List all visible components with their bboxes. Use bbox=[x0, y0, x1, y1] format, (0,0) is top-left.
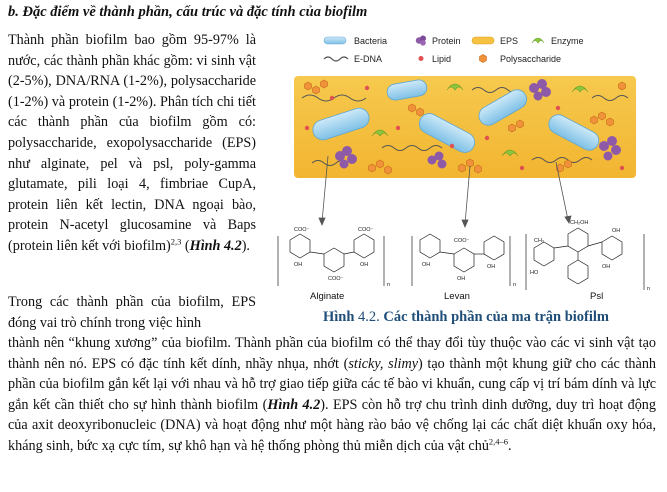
protein-icon bbox=[416, 36, 426, 46]
svg-text:OH: OH bbox=[487, 264, 496, 270]
svg-text:n: n bbox=[513, 282, 517, 288]
paragraph-composition: Thành phần biofilm bao gồm 95-97% là nước, các thành phần khác gồm: vi sinh vật (2-5%), DNA/RNA (1-2%), polysaccharide (1-2%) và protein (1-2%). Phân tích chi tiết các thành phần của biofilm gồm có: polysaccharide, exopolysaccharide (EPS) như alginate, pel và psl, poly-gamma glutamate, pili loại 4, fimbriae CupA, protein liên kết lectin, DNA ngoại bào, protein N-acetyl glucosamine và Baps (protein liên kết với biofilm)$^{2,3}$ (Hình 4.2). bbox=[8, 32, 256, 254]
svg-text:OH: OH bbox=[294, 262, 303, 268]
figure-reference: Hình 4.2 bbox=[189, 237, 242, 254]
paragraph-eps-start: Trong các thành phần của biofilm, EPS đóng vai trò chính trong việc hình bbox=[8, 294, 256, 331]
svg-text:CH₃: CH₃ bbox=[534, 238, 545, 244]
svg-text:OH: OH bbox=[612, 228, 621, 234]
structure-label-alginate: Alginate bbox=[310, 291, 345, 302]
polysaccharide-icon bbox=[480, 55, 487, 63]
legend-edna: E-DNA bbox=[354, 54, 383, 64]
biofilm-matrix-figure bbox=[272, 28, 662, 306]
svg-text:OH: OH bbox=[602, 264, 611, 270]
svg-text:n: n bbox=[647, 286, 651, 292]
figure-caption: Hình 4.2. Các thành phần của ma trận biofilm bbox=[322, 309, 610, 325]
legend bbox=[324, 36, 584, 65]
edna-icon bbox=[324, 57, 348, 61]
legend-protein: Protein bbox=[432, 36, 461, 46]
legend-lipid: Lipid bbox=[432, 54, 452, 64]
enzyme-icon bbox=[532, 38, 544, 43]
bacteria-icon bbox=[324, 37, 346, 44]
italic-terms: sticky, slimy bbox=[348, 355, 419, 372]
legend-polysaccharide: Polysaccharide bbox=[500, 54, 562, 64]
svg-text:OH: OH bbox=[457, 276, 466, 282]
svg-text:COO⁻: COO⁻ bbox=[358, 227, 374, 233]
biofilm-matrix bbox=[294, 76, 636, 178]
svg-text:COO⁻: COO⁻ bbox=[454, 238, 470, 244]
paragraph-eps-continued: thành nên “khung xương” của biofilm. Thành phần của biofilm có thể thay đổi tùy thuộc vào các vi sinh vật tạo thành nên nó. EPS có đặc tính kết dính, nhầy nhụa, nhớt (sticky, slimy) tạo thành một khung giữ cho các thành phần của biofilm gắn kết lại với nhau và hỗ trợ giao tiếp giữa các tế bào vi khuẩn, cung cấp vị trí bám dính và lực gắn kết cần thiết cho sự hình thành biofilm (Hình 4.2). EPS còn hỗ trợ chu trình dinh dưỡng, duy trì hoạt động của axit deoxyribonucleic (DNA) và hoạt động như một hàng rào bảo vệ chống lại các chất diệt khuẩn oxy hóa, kháng sinh, bức xạ cực tím, sự khô hạn và hệ thống phòng thủ miễn dịch của vật chủ$^{2,4-6}$. bbox=[8, 335, 657, 454]
eps-icon bbox=[472, 37, 494, 44]
svg-text:CH₂OH: CH₂OH bbox=[570, 220, 589, 226]
svg-text:COO⁻: COO⁻ bbox=[294, 227, 310, 233]
svg-text:n: n bbox=[387, 282, 391, 288]
section-heading: b. Đặc điểm về thành phần, cấu trúc và đặc tính của biofilm bbox=[8, 4, 368, 20]
svg-text:OH: OH bbox=[360, 262, 369, 268]
lipid-icon bbox=[419, 56, 424, 61]
structure-label-levan: Levan bbox=[444, 291, 470, 302]
structure-label-psl: Psl bbox=[590, 291, 604, 302]
svg-text:COO⁻: COO⁻ bbox=[328, 276, 344, 282]
figure-reference: Hình 4.2 bbox=[267, 396, 321, 413]
legend-bacteria: Bacteria bbox=[354, 36, 388, 46]
legend-enzyme: Enzyme bbox=[551, 36, 584, 46]
legend-eps: EPS bbox=[500, 36, 519, 46]
svg-text:OH: OH bbox=[422, 262, 431, 268]
svg-text:HO: HO bbox=[530, 270, 539, 276]
